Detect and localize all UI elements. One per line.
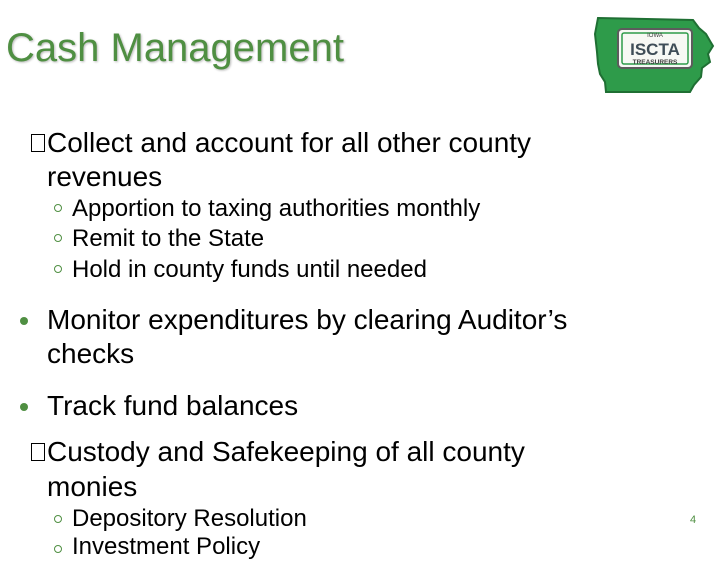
slide-title: Cash Management <box>6 26 344 70</box>
sub-bullet-icon <box>54 204 62 212</box>
track-item: Track fund balances <box>47 390 299 421</box>
collect-line-1: Collect and account for all other county <box>47 127 532 158</box>
logo-bottom-text: TREASURERS <box>632 59 678 66</box>
sub-bullet-icon <box>54 515 62 523</box>
bullet-icon <box>20 317 28 325</box>
logo-main-text: ISCTA <box>630 40 680 59</box>
missing-bullet-icon <box>31 443 45 461</box>
collect-line-2: revenues <box>47 161 163 192</box>
monitor-line-2: checks <box>47 338 135 369</box>
sub-item-depository: Depository Resolution <box>72 505 307 532</box>
sub-item-investment-partial: Investment Policy <box>72 533 261 560</box>
monitor-line-1: Monitor expenditures by clearing Auditor’s <box>47 304 568 335</box>
sub-bullet-icon <box>54 545 62 553</box>
bullet-icon <box>20 403 28 411</box>
custody-line-1: Custody and Safekeeping of all county <box>47 436 525 467</box>
sub-bullet-icon <box>54 234 62 242</box>
sub-item-hold: Hold in county funds until needed <box>72 256 427 283</box>
logo-top-text: IOWA <box>647 33 663 39</box>
sub-bullet-icon <box>54 265 62 273</box>
page-number: 4 <box>690 514 697 526</box>
missing-bullet-icon <box>31 134 45 152</box>
custody-line-2: monies <box>47 471 138 502</box>
sub-item-remit: Remit to the State <box>72 225 265 252</box>
sub-item-apportion: Apportion to taxing authorities monthly <box>72 195 481 222</box>
